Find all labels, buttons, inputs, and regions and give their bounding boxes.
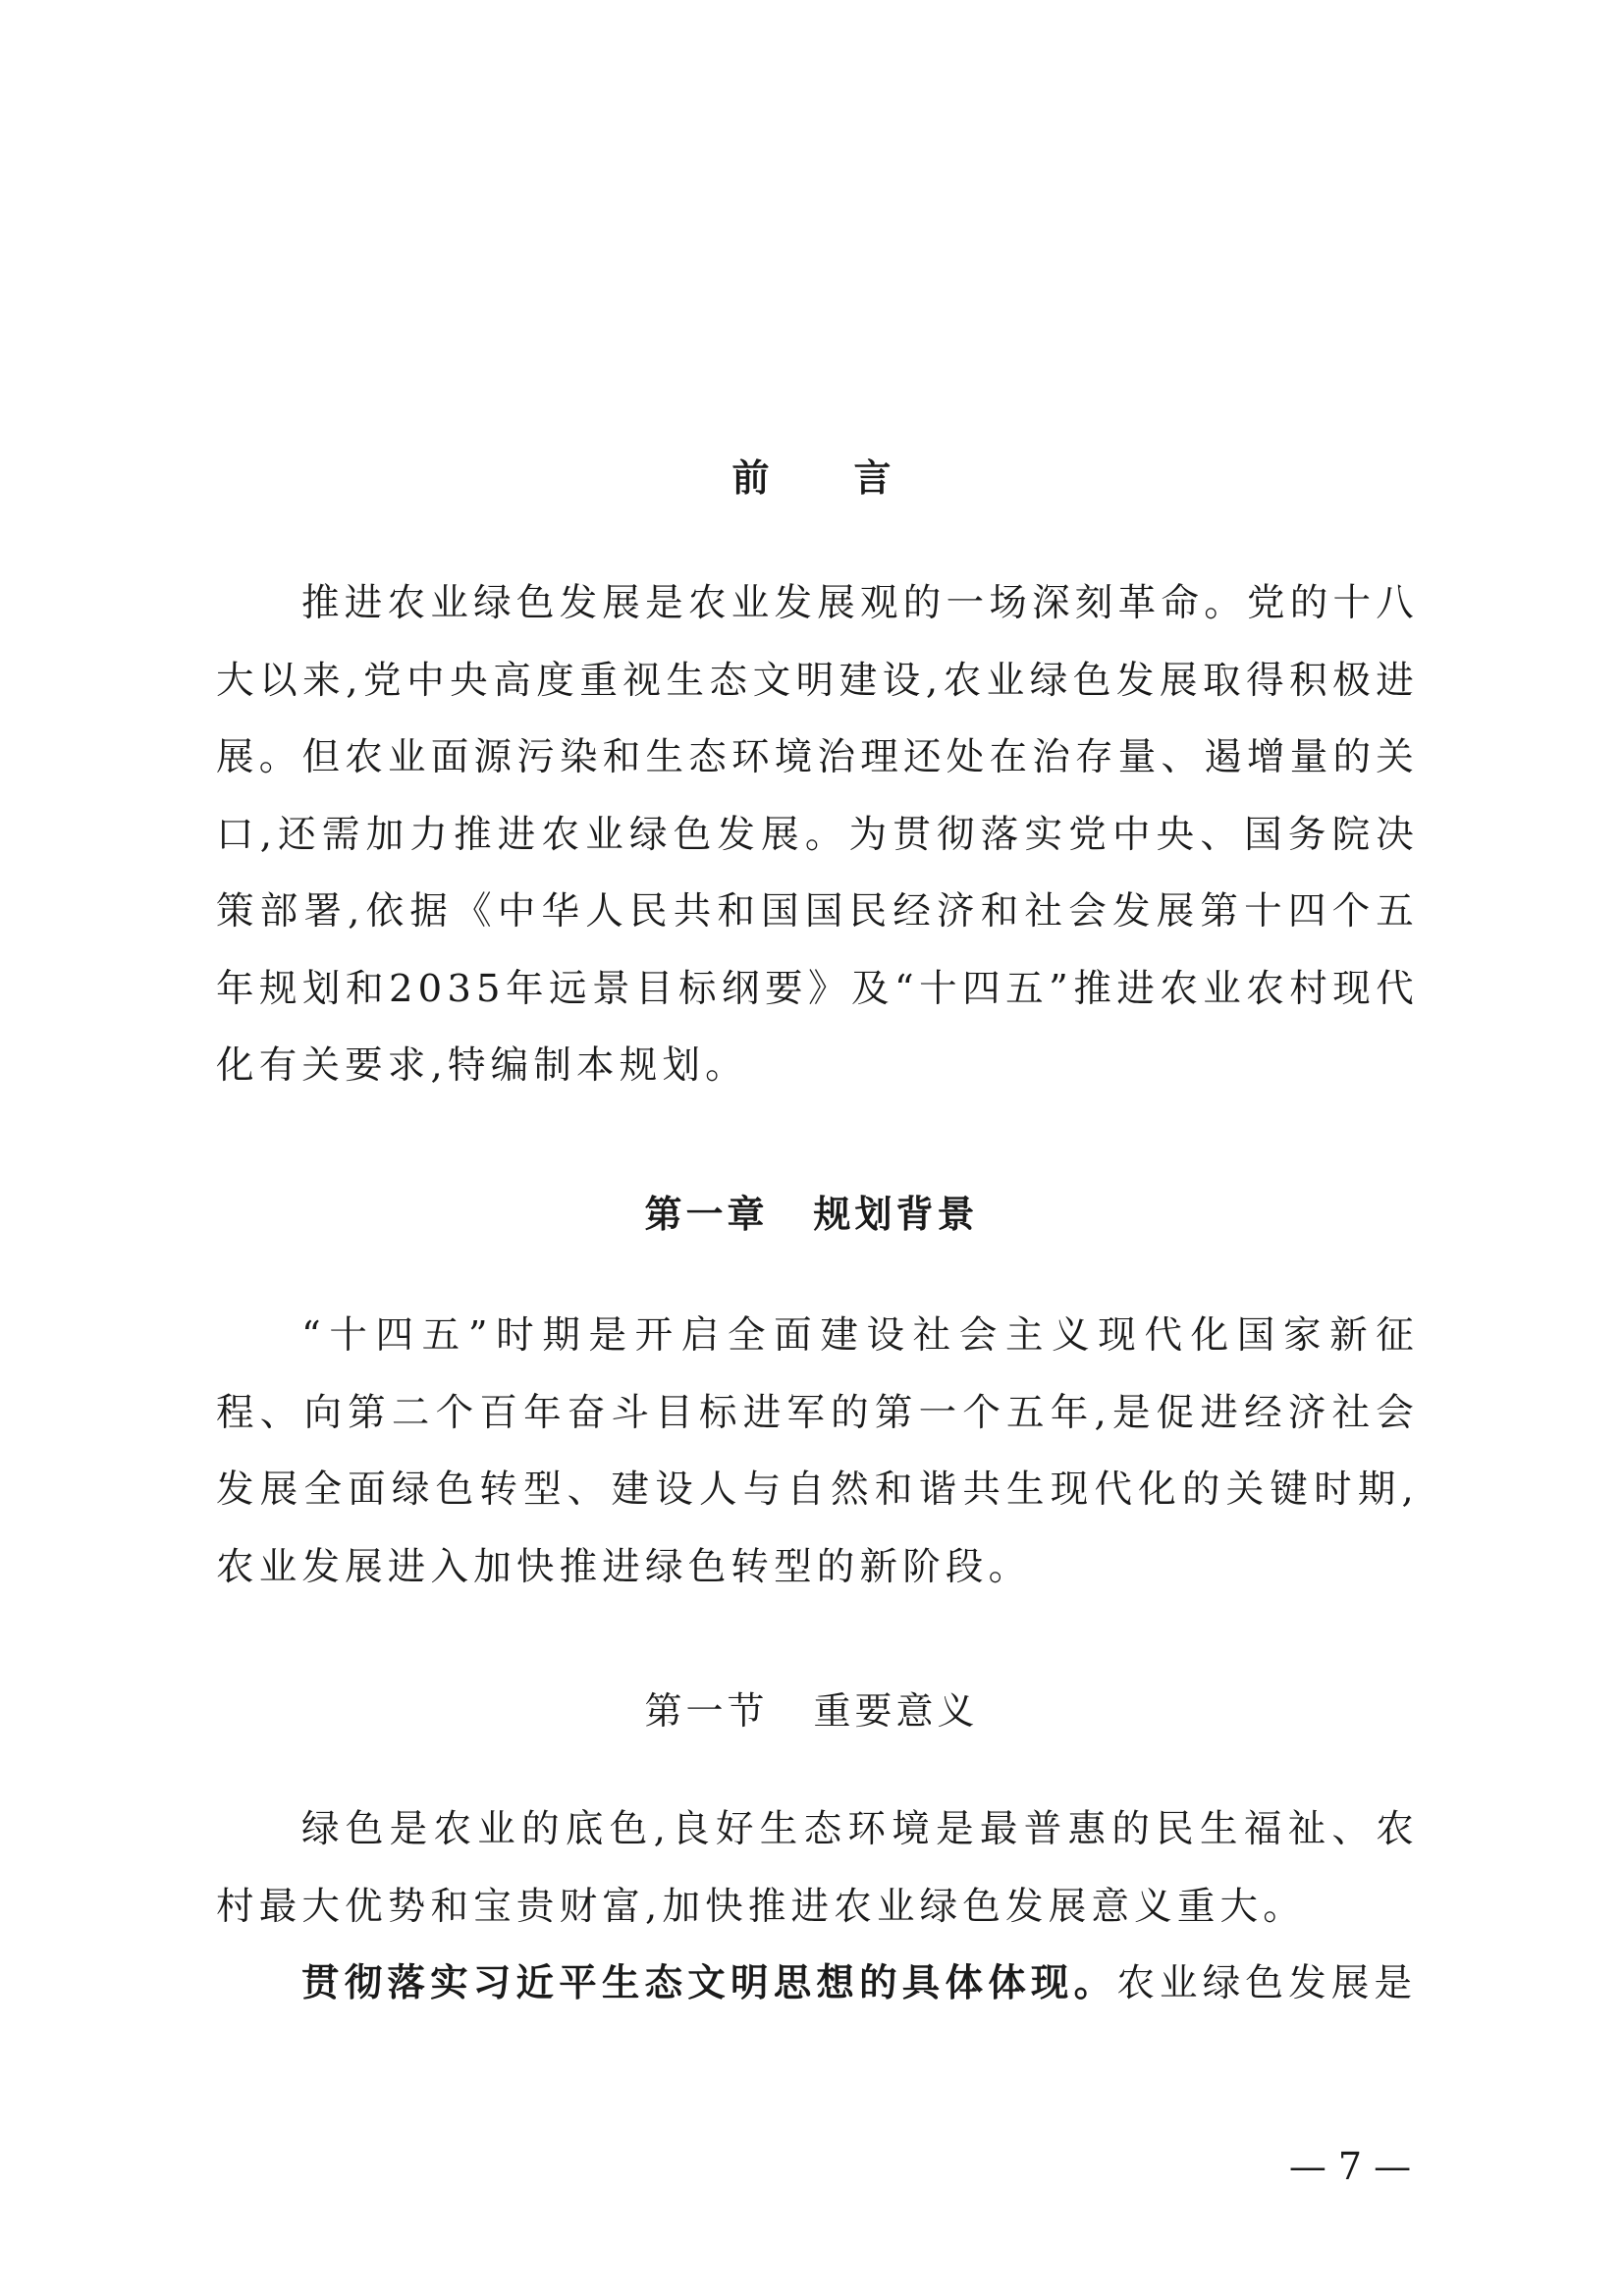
chapter-heading xyxy=(0,1190,1623,1239)
preface-paragraph: 推进农业绿色发展是农业发展观的一场深刻革命。党的十八大以来,党中央高度重视生态文明建设,农业绿色发展取得积极进展。但农业面源污染和生态环境治理还处在治存量、遏增量的关口,还需加力推进农业绿色发展。为贯彻落实党中央、国务院决策部署,依据《中华人民共和国国民经济和社会发展第十四个五年规划和2035年远景目标纲要》及“十四五”推进农业农村现代化有关要求,特编制本规划。 xyxy=(216,581,1419,1088)
section-heading xyxy=(0,1686,1623,1735)
point-lead-sentence: 贯彻落实习近平生态文明思想的具体体现。 xyxy=(301,1961,1117,2005)
preface-heading: 前言 xyxy=(731,456,976,500)
page-number: — 7 — xyxy=(1288,2145,1412,2188)
section-number: 第一节 xyxy=(644,1689,769,1733)
chapter-title: 规划背景 xyxy=(813,1193,979,1236)
section-intro-paragraph: 绿色是农业的底色,良好生态环境是最普惠的民生福祉、农村最大优势和宝贵财富,加快推进农业绿色发展意义重大。 xyxy=(216,1807,1419,1929)
point-body-text: 农业绿色发展是 xyxy=(1116,1961,1418,2005)
chapter-number: 第一章 xyxy=(644,1193,769,1236)
chapter-intro-paragraph: “十四五”时期是开启全面建设社会主义现代化国家新征程、向第二个百年奋斗目标进军的第一个五年,是促进经济社会发展全面绿色转型、建设人与自然和谐共生现代化的关键时期,农业发展进入加快推进绿色转型的新阶段。 xyxy=(216,1313,1419,1589)
section-title: 重要意义 xyxy=(813,1689,979,1733)
section-point-paragraph xyxy=(216,1946,1419,2023)
